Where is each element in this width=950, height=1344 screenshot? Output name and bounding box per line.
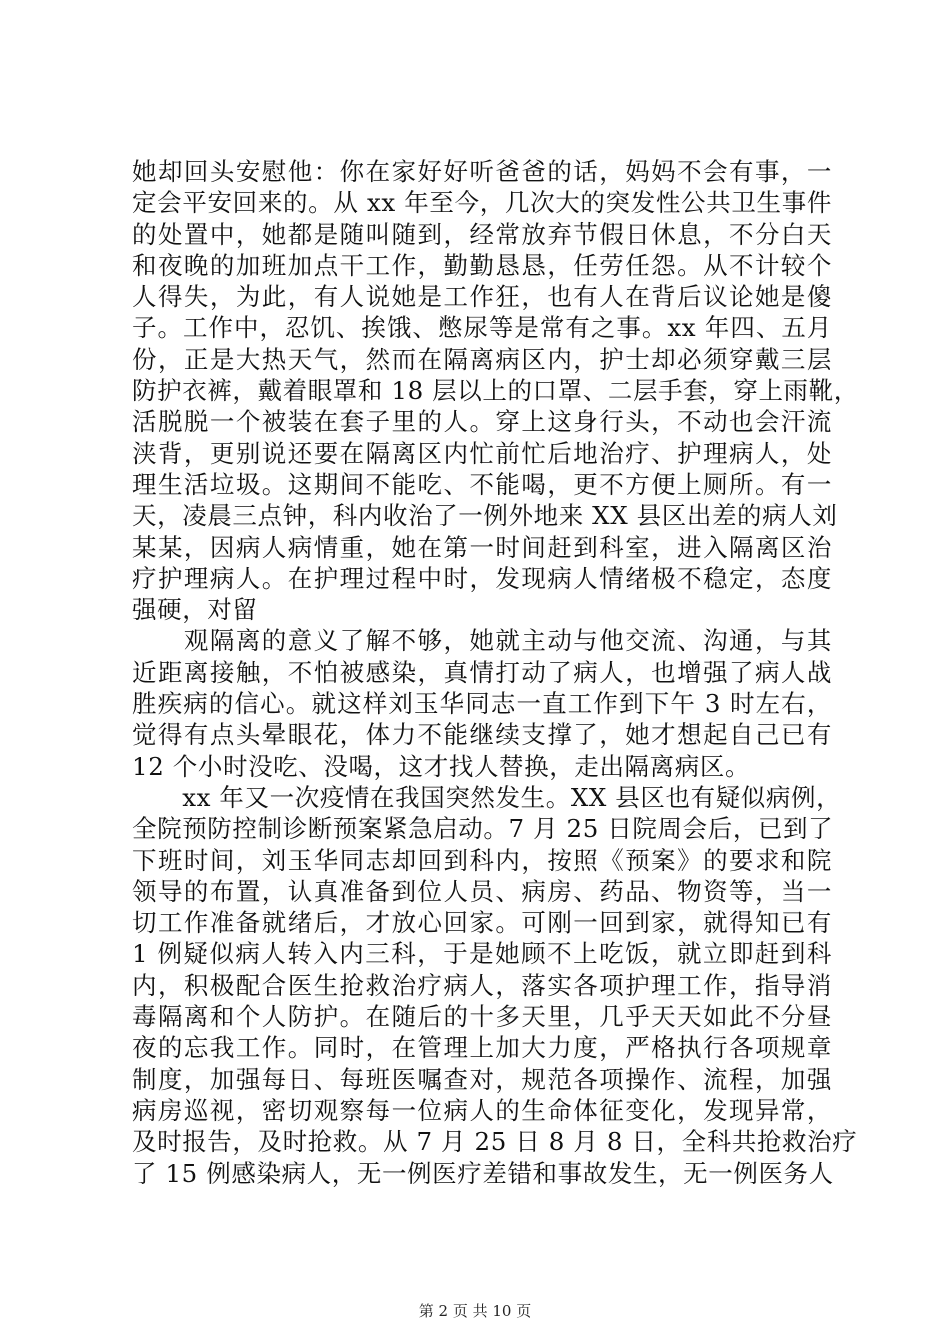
- text-line: 毒隔离和个人防护。在随后的十多天里，几乎天天如此不分昼: [132, 1002, 832, 1032]
- page-footer: 第 2 页 共 10 页: [418, 1302, 532, 1320]
- text-line: 夜的忘我工作。同时，在管理上加大力度，严格执行各项规章: [132, 1033, 832, 1063]
- text-line: 活脱脱一个被装在套子里的人。穿上这身行头，不动也会汗流: [132, 407, 832, 437]
- text-line: 和夜晚的加班加点干工作，勤勤恳恳，任劳任怨。从不计较个: [132, 250, 832, 280]
- text-line: 1 例疑似病人转入内三科，于是她顾不上吃饭，就立即赶到科: [132, 939, 832, 969]
- text-line: 全院预防控制诊断预案紧急启动。7 月 25 日院周会后，已到了: [132, 814, 834, 844]
- text-line: 近距离接触，不怕被感染，真情打动了病人，也增强了病人战: [132, 657, 832, 687]
- text-line: 领导的布置，认真准备到位人员、病房、药品、物资等，当一: [132, 876, 832, 906]
- text-line: 人得失，为此，有人说她是工作狂，也有人在背后议论她是傻: [132, 282, 832, 312]
- text-line: 及时报告，及时抢救。从 7 月 25 日 8 月 8 日，全科共抢救治疗: [132, 1127, 858, 1157]
- text-line: 强硬，对留: [132, 595, 258, 625]
- text-line: 理生活垃圾。这期间不能吃、不能喝，更不方便上厕所。有一: [132, 469, 832, 499]
- text-line: 内，积极配合医生抢救治疗病人，落实各项护理工作，指导消: [132, 970, 832, 1000]
- text-line: 子。工作中，忍饥、挨饿、憋尿等是常有之事。xx 年四、五月: [132, 313, 832, 343]
- text-line: 定会平安回来的。从 xx 年至今，几次大的突发性公共卫生事件: [132, 188, 832, 218]
- text-line: 下班时间，刘玉华同志却回到科内，按照《预案》的要求和院: [132, 845, 832, 875]
- text-line: 制度，加强每日、每班医嘱查对，规范各项操作、流程，加强: [132, 1064, 832, 1094]
- text-line: 天，凌晨三点钟，科内收治了一例外地来 XX 县区出差的病人刘: [132, 501, 838, 531]
- text-line: 疗护理病人。在护理过程中时，发现病人情绪极不稳定，态度: [132, 563, 832, 593]
- text-line: 防护衣裤，戴着眼罩和 18 层以上的口罩、二层手套，穿上雨靴，: [132, 376, 859, 406]
- text-line: 某某，因病人病情重，她在第一时间赶到科室，进入隔离区治: [132, 532, 832, 562]
- text-line: xx 年又一次疫情在我国突然发生。XX 县区也有疑似病例，: [132, 782, 842, 812]
- body-text: [132, 156, 859, 1189]
- text-line: 份，正是大热天气，然而在隔离病区内，护士却必须穿戴三层: [132, 344, 832, 374]
- text-line: 病房巡视，密切观察每一位病人的生命体征变化，发现异常，: [132, 1095, 832, 1125]
- text-line: 12 个小时没吃、没喝，这才找人替换，走出隔离病区。: [132, 751, 751, 781]
- text-line: 她却回头安慰他：你在家好好听爸爸的话，妈妈不会有事，一: [132, 157, 832, 186]
- text-line: 观隔离的意义了解不够，她就主动与他交流、沟通，与其: [132, 626, 832, 656]
- text-line: 了 15 例感染病人，无一例医疗差错和事故发生，无一例医务人: [132, 1158, 834, 1188]
- text-line: 切工作准备就绪后，才放心回家。可刚一回到家，就得知已有: [132, 908, 832, 938]
- text-line: 的处置中，她都是随叫随到，经常放弃节假日休息，不分白天: [132, 219, 832, 249]
- text-line: 觉得有点头晕眼花，体力不能继续支撑了，她才想起自己已有: [132, 720, 832, 750]
- text-line: 浃背，更别说还要在隔离区内忙前忙后地治疗、护理病人，处: [132, 438, 832, 468]
- text-line: 胜疾病的信心。就这样刘玉华同志一直工作到下午 3 时左右，: [132, 689, 832, 719]
